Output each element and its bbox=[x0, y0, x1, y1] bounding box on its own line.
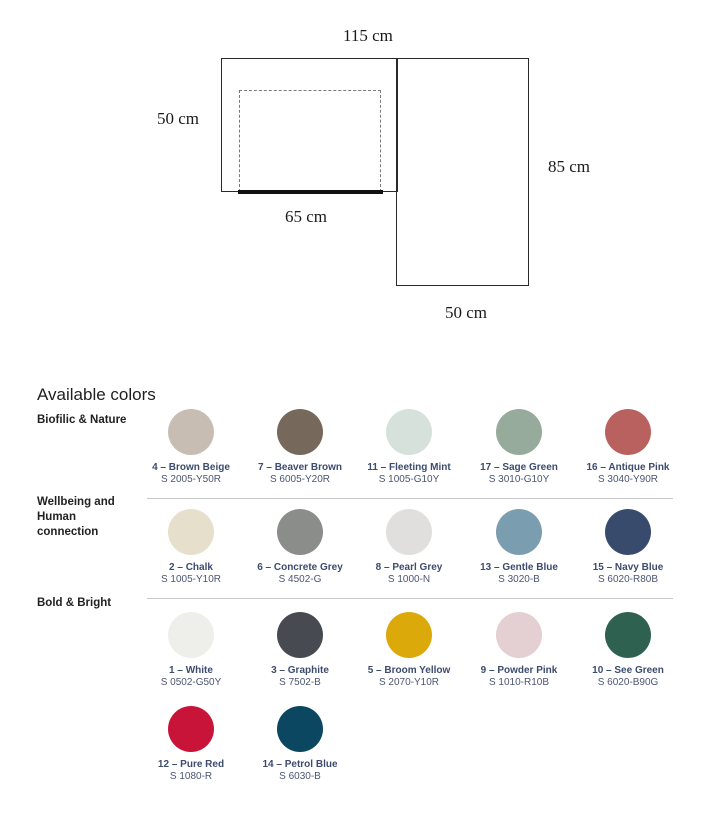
color-swatch-code: S 1005-Y10R bbox=[160, 574, 222, 585]
color-swatch-name: 10 – See Green bbox=[592, 665, 664, 676]
color-swatch-item[interactable] bbox=[131, 509, 251, 585]
color-swatch-circle[interactable] bbox=[277, 409, 323, 455]
color-swatch-item[interactable] bbox=[240, 409, 360, 485]
dimension-left-depth: 50 cm bbox=[157, 109, 200, 128]
color-swatch-item[interactable] bbox=[568, 612, 688, 688]
color-swatch-name: 11 – Fleeting Mint bbox=[367, 462, 451, 473]
color-swatch-item[interactable] bbox=[131, 706, 251, 782]
group-label-wellbeing: Wellbeing and Human connection bbox=[37, 496, 115, 538]
color-swatch-item[interactable] bbox=[240, 509, 360, 585]
color-swatch-item[interactable] bbox=[349, 612, 469, 688]
color-swatch-code: S 6005-Y20R bbox=[269, 474, 331, 485]
color-swatch-name: 8 – Pearl Grey bbox=[375, 562, 443, 573]
seat-area-dashed-outline bbox=[239, 90, 381, 192]
color-swatch-name: 3 – Graphite bbox=[271, 665, 329, 676]
dimension-total-width: 115 cm bbox=[343, 26, 393, 45]
color-swatch-circle[interactable] bbox=[277, 706, 323, 752]
color-swatch-code: S 3020-B bbox=[498, 574, 540, 585]
color-swatch-circle[interactable] bbox=[277, 509, 323, 555]
dimension-diagram bbox=[0, 0, 720, 340]
color-swatch-circle[interactable] bbox=[386, 409, 432, 455]
color-swatch-code: S 7502-B bbox=[279, 677, 321, 688]
color-swatch-item[interactable] bbox=[131, 612, 251, 688]
color-swatch-code: S 2005-Y50R bbox=[160, 474, 222, 485]
color-swatch-item[interactable] bbox=[240, 706, 360, 782]
colors-title: Available colors bbox=[37, 385, 156, 404]
color-swatch-name: 17 – Sage Green bbox=[480, 462, 558, 473]
color-swatch-circle[interactable] bbox=[605, 509, 651, 555]
dimension-right-depth: 85 cm bbox=[548, 157, 591, 176]
color-swatch-code: S 6020-B90G bbox=[597, 677, 659, 688]
color-swatch-code: S 3040-Y90R bbox=[597, 474, 659, 485]
color-swatch-circle[interactable] bbox=[168, 409, 214, 455]
color-swatch-code: S 6020-R80B bbox=[597, 574, 659, 585]
color-swatch-item[interactable] bbox=[459, 509, 579, 585]
color-swatch-circle[interactable] bbox=[277, 612, 323, 658]
group-divider bbox=[147, 498, 673, 499]
color-swatch-item[interactable] bbox=[568, 509, 688, 585]
color-swatch-name: 15 – Navy Blue bbox=[592, 562, 664, 573]
color-swatch-name: 16 – Antique Pink bbox=[586, 462, 670, 473]
color-swatch-item[interactable] bbox=[568, 409, 688, 485]
color-swatch-name: 14 – Petrol Blue bbox=[262, 759, 338, 770]
color-swatch-item[interactable] bbox=[459, 612, 579, 688]
color-swatch-circle[interactable] bbox=[496, 409, 542, 455]
color-swatch-name: 9 – Powder Pink bbox=[480, 665, 558, 676]
right-section-outline bbox=[396, 58, 529, 286]
color-swatch-item[interactable] bbox=[349, 509, 469, 585]
color-swatch-code: S 3010-G10Y bbox=[488, 474, 550, 485]
color-swatch-circle[interactable] bbox=[386, 612, 432, 658]
color-swatch-item[interactable] bbox=[131, 409, 251, 485]
color-swatch-circle[interactable] bbox=[605, 612, 651, 658]
color-swatch-item[interactable] bbox=[459, 409, 579, 485]
color-swatch-name: 7 – Beaver Brown bbox=[258, 462, 342, 473]
group-divider bbox=[147, 598, 673, 599]
color-swatch-code: S 1010-R10B bbox=[488, 677, 550, 688]
color-swatch-circle[interactable] bbox=[168, 612, 214, 658]
color-swatch-circle[interactable] bbox=[496, 509, 542, 555]
color-swatch-code: S 1080-R bbox=[169, 771, 213, 782]
color-swatch-name: 2 – Chalk bbox=[169, 562, 213, 573]
color-swatch-code: S 6030-B bbox=[279, 771, 321, 782]
color-swatch-item[interactable] bbox=[240, 612, 360, 688]
color-swatch-code: S 0502-G50Y bbox=[160, 677, 222, 688]
color-swatch-circle[interactable] bbox=[605, 409, 651, 455]
color-swatch-name: 13 – Gentle Blue bbox=[480, 562, 558, 573]
color-swatch-circle[interactable] bbox=[168, 509, 214, 555]
color-swatch-name: 12 – Pure Red bbox=[157, 759, 225, 770]
color-swatch-item[interactable] bbox=[349, 409, 469, 485]
color-swatch-code: S 1000-N bbox=[387, 574, 431, 585]
color-swatch-code: S 2070-Y10R bbox=[378, 677, 440, 688]
color-swatch-name: 1 – White bbox=[169, 665, 213, 676]
color-swatch-code: S 4502-G bbox=[278, 574, 322, 585]
color-swatch-circle[interactable] bbox=[386, 509, 432, 555]
color-swatch-name: 4 – Brown Beige bbox=[152, 462, 230, 473]
group-label-biofilic: Biofilic & Nature bbox=[37, 414, 127, 426]
color-swatch-name: 5 – Broom Yellow bbox=[367, 665, 451, 676]
group-label-bold: Bold & Bright bbox=[37, 597, 112, 609]
dimension-seat-width: 65 cm bbox=[285, 207, 328, 226]
color-swatch-circle[interactable] bbox=[168, 706, 214, 752]
seat-front-edge bbox=[238, 190, 383, 194]
color-swatch-circle[interactable] bbox=[496, 612, 542, 658]
color-swatch-code: S 1005-G10Y bbox=[378, 474, 440, 485]
color-swatch-name: 6 – Concrete Grey bbox=[257, 562, 343, 573]
dimension-bottom-width: 50 cm bbox=[445, 303, 488, 322]
